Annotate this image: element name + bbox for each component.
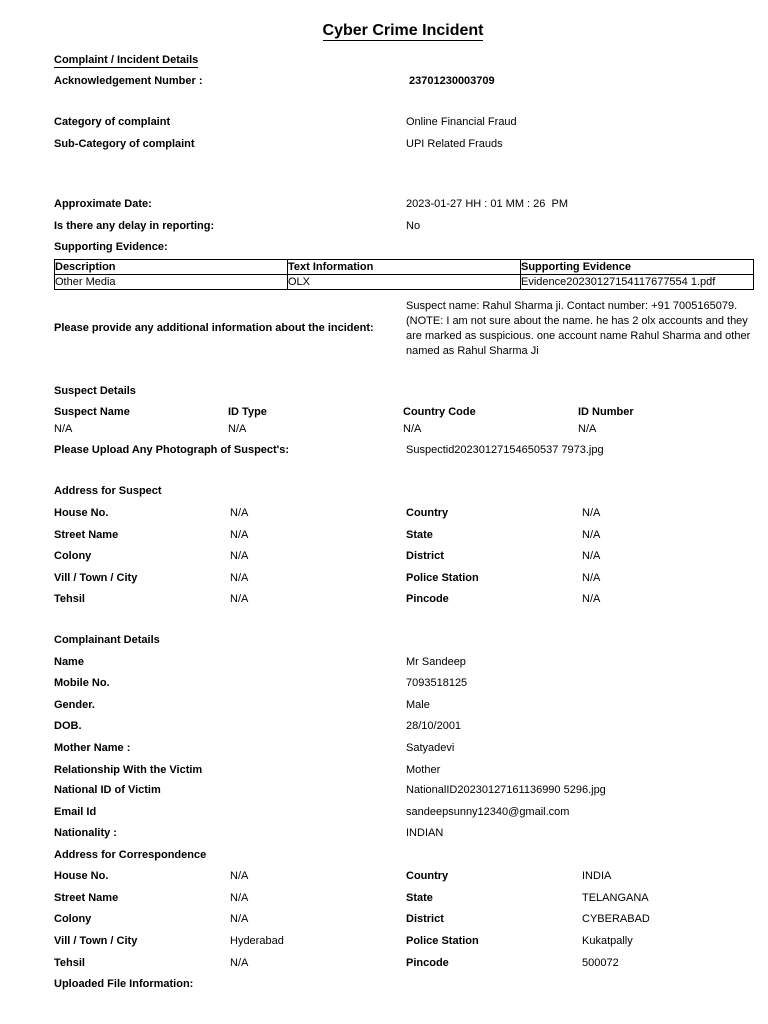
subcategory-value: UPI Related Frauds (406, 138, 503, 150)
category-value: Online Financial Fraud (406, 116, 517, 128)
additional-info-value: Suspect name: Rahul Sharma ji. Contact number: +91 7005165079. (NOTE: I am not sure about the name. he has 2 olx accounts and they are marked as suspicious. one account name Rahul Sharma and other named as Rahul Sharma Ji (406, 300, 751, 357)
suspect-country-value: N/A (582, 507, 601, 519)
correspondence-street-label: Street Name (54, 892, 119, 904)
suspect-district-value: N/A (582, 550, 601, 562)
complainant-mobile-value: 7093518125 (406, 677, 468, 689)
supporting-evidence-label: Supporting Evidence: (54, 241, 168, 253)
evidence-cell-description: Other Media (55, 275, 288, 290)
complainant-national-id-value: NationalID20230127161136990 5296.jpg (406, 784, 606, 796)
approx-date-value: 2023-01-27 HH : 01 MM : 26 PM (406, 198, 569, 210)
suspect-police-station-label: Police Station (406, 572, 479, 584)
complainant-nationality-value: INDIAN (406, 827, 444, 839)
suspect-police-station-value: N/A (582, 572, 601, 584)
ack-number-value: 23701230003709 (409, 75, 495, 87)
correspondence-street-value: N/A (230, 892, 249, 904)
suspect-state-value: N/A (582, 529, 601, 541)
suspect-city-value: N/A (230, 572, 249, 584)
correspondence-pincode-label: Pincode (406, 957, 449, 969)
complainant-dob-value: 28/10/2001 (406, 720, 462, 732)
suspect-col-id-type: ID Type (228, 406, 267, 418)
suspect-colony-label: Colony (54, 550, 92, 562)
complainant-nationality-label: Nationality : (54, 827, 117, 839)
evidence-table (54, 259, 754, 290)
correspondence-police-station-value: Kukatpally (582, 935, 633, 947)
delay-value: No (406, 220, 421, 232)
evidence-col-description: Description (55, 260, 288, 275)
uploaded-file-info-label: Uploaded File Information: (54, 978, 194, 990)
complainant-email-value: sandeepsunny12340@gmail.com (406, 806, 570, 818)
correspondence-country-value: INDIA (582, 870, 612, 882)
complainant-relationship-label: Relationship With the Victim (54, 764, 203, 776)
suspect-pincode-value: N/A (582, 593, 601, 605)
section-heading-complainant: Complainant Details (54, 634, 160, 646)
category-label: Category of complaint (54, 116, 171, 128)
complainant-gender-label: Gender. (54, 699, 95, 711)
complainant-national-id-label: National ID of Victim (54, 784, 161, 796)
correspondence-district-label: District (406, 913, 444, 925)
evidence-cell-file: Evidence20230127154117677554 1.pdf (521, 275, 754, 290)
suspect-id-number-value: N/A (578, 423, 597, 435)
complainant-dob-label: DOB. (54, 720, 82, 732)
correspondence-city-value: Hyderabad (230, 935, 284, 947)
additional-info-label: Please provide any additional information about the incident: (54, 322, 374, 334)
suspect-photo-value: Suspectid20230127154650537 7973.jpg (406, 444, 604, 456)
suspect-house-value: N/A (230, 507, 249, 519)
complainant-relationship-value: Mother (406, 764, 441, 776)
suspect-col-country-code: Country Code (403, 406, 476, 418)
table-row (55, 275, 754, 290)
suspect-country-code-value: N/A (403, 423, 422, 435)
correspondence-tehsil-value: N/A (230, 957, 249, 969)
complainant-mother-name-value: Satyadevi (406, 742, 455, 754)
complainant-mobile-label: Mobile No. (54, 677, 110, 689)
suspect-district-label: District (406, 550, 444, 562)
correspondence-state-label: State (406, 892, 433, 904)
delay-label: Is there any delay in reporting: (54, 220, 215, 232)
correspondence-tehsil-label: Tehsil (54, 957, 85, 969)
correspondence-colony-label: Colony (54, 913, 92, 925)
complainant-gender-value: Male (406, 699, 430, 711)
correspondence-country-label: Country (406, 870, 449, 882)
suspect-col-name: Suspect Name (54, 406, 130, 418)
correspondence-district-value: CYBERABAD (582, 913, 650, 925)
suspect-house-label: House No. (54, 507, 109, 519)
section-heading-complaint: Complaint / Incident Details (54, 54, 199, 66)
suspect-country-label: Country (406, 507, 449, 519)
complainant-name-label: Name (54, 656, 84, 668)
section-heading-correspondence-address: Address for Correspondence (54, 849, 207, 861)
suspect-pincode-label: Pincode (406, 593, 449, 605)
suspect-tehsil-label: Tehsil (54, 593, 85, 605)
evidence-col-text-information: Text Information (288, 260, 521, 275)
ack-number-label: Acknowledgement Number : (54, 75, 203, 87)
correspondence-state-value: TELANGANA (582, 892, 649, 904)
suspect-tehsil-value: N/A (230, 593, 249, 605)
suspect-col-id-number: ID Number (578, 406, 634, 418)
suspect-city-label: Vill / Town / City (54, 572, 138, 584)
correspondence-colony-value: N/A (230, 913, 249, 925)
approx-date-label: Approximate Date: (54, 198, 152, 210)
complainant-email-label: Email Id (54, 806, 97, 818)
suspect-street-value: N/A (230, 529, 249, 541)
section-heading-suspect-address: Address for Suspect (54, 485, 162, 497)
complainant-mother-name-label: Mother Name : (54, 742, 131, 754)
subcategory-label: Sub-Category of complaint (54, 138, 195, 150)
complainant-name-value: Mr Sandeep (406, 656, 466, 668)
correspondence-city-label: Vill / Town / City (54, 935, 138, 947)
section-heading-suspect: Suspect Details (54, 385, 136, 397)
correspondence-house-label: House No. (54, 870, 109, 882)
evidence-table-header-row (55, 260, 754, 275)
suspect-id-type-value: N/A (228, 423, 247, 435)
suspect-colony-value: N/A (230, 550, 249, 562)
suspect-name-value: N/A (54, 423, 73, 435)
correspondence-police-station-label: Police Station (406, 935, 479, 947)
evidence-col-supporting-evidence: Supporting Evidence (521, 260, 754, 275)
suspect-photo-label: Please Upload Any Photograph of Suspect's: (54, 444, 290, 456)
correspondence-house-value: N/A (230, 870, 249, 882)
correspondence-pincode-value: 500072 (582, 957, 619, 969)
suspect-state-label: State (406, 529, 433, 541)
evidence-cell-text-information: OLX (288, 275, 521, 290)
page-title: Cyber Crime Incident (322, 22, 484, 39)
suspect-street-label: Street Name (54, 529, 119, 541)
